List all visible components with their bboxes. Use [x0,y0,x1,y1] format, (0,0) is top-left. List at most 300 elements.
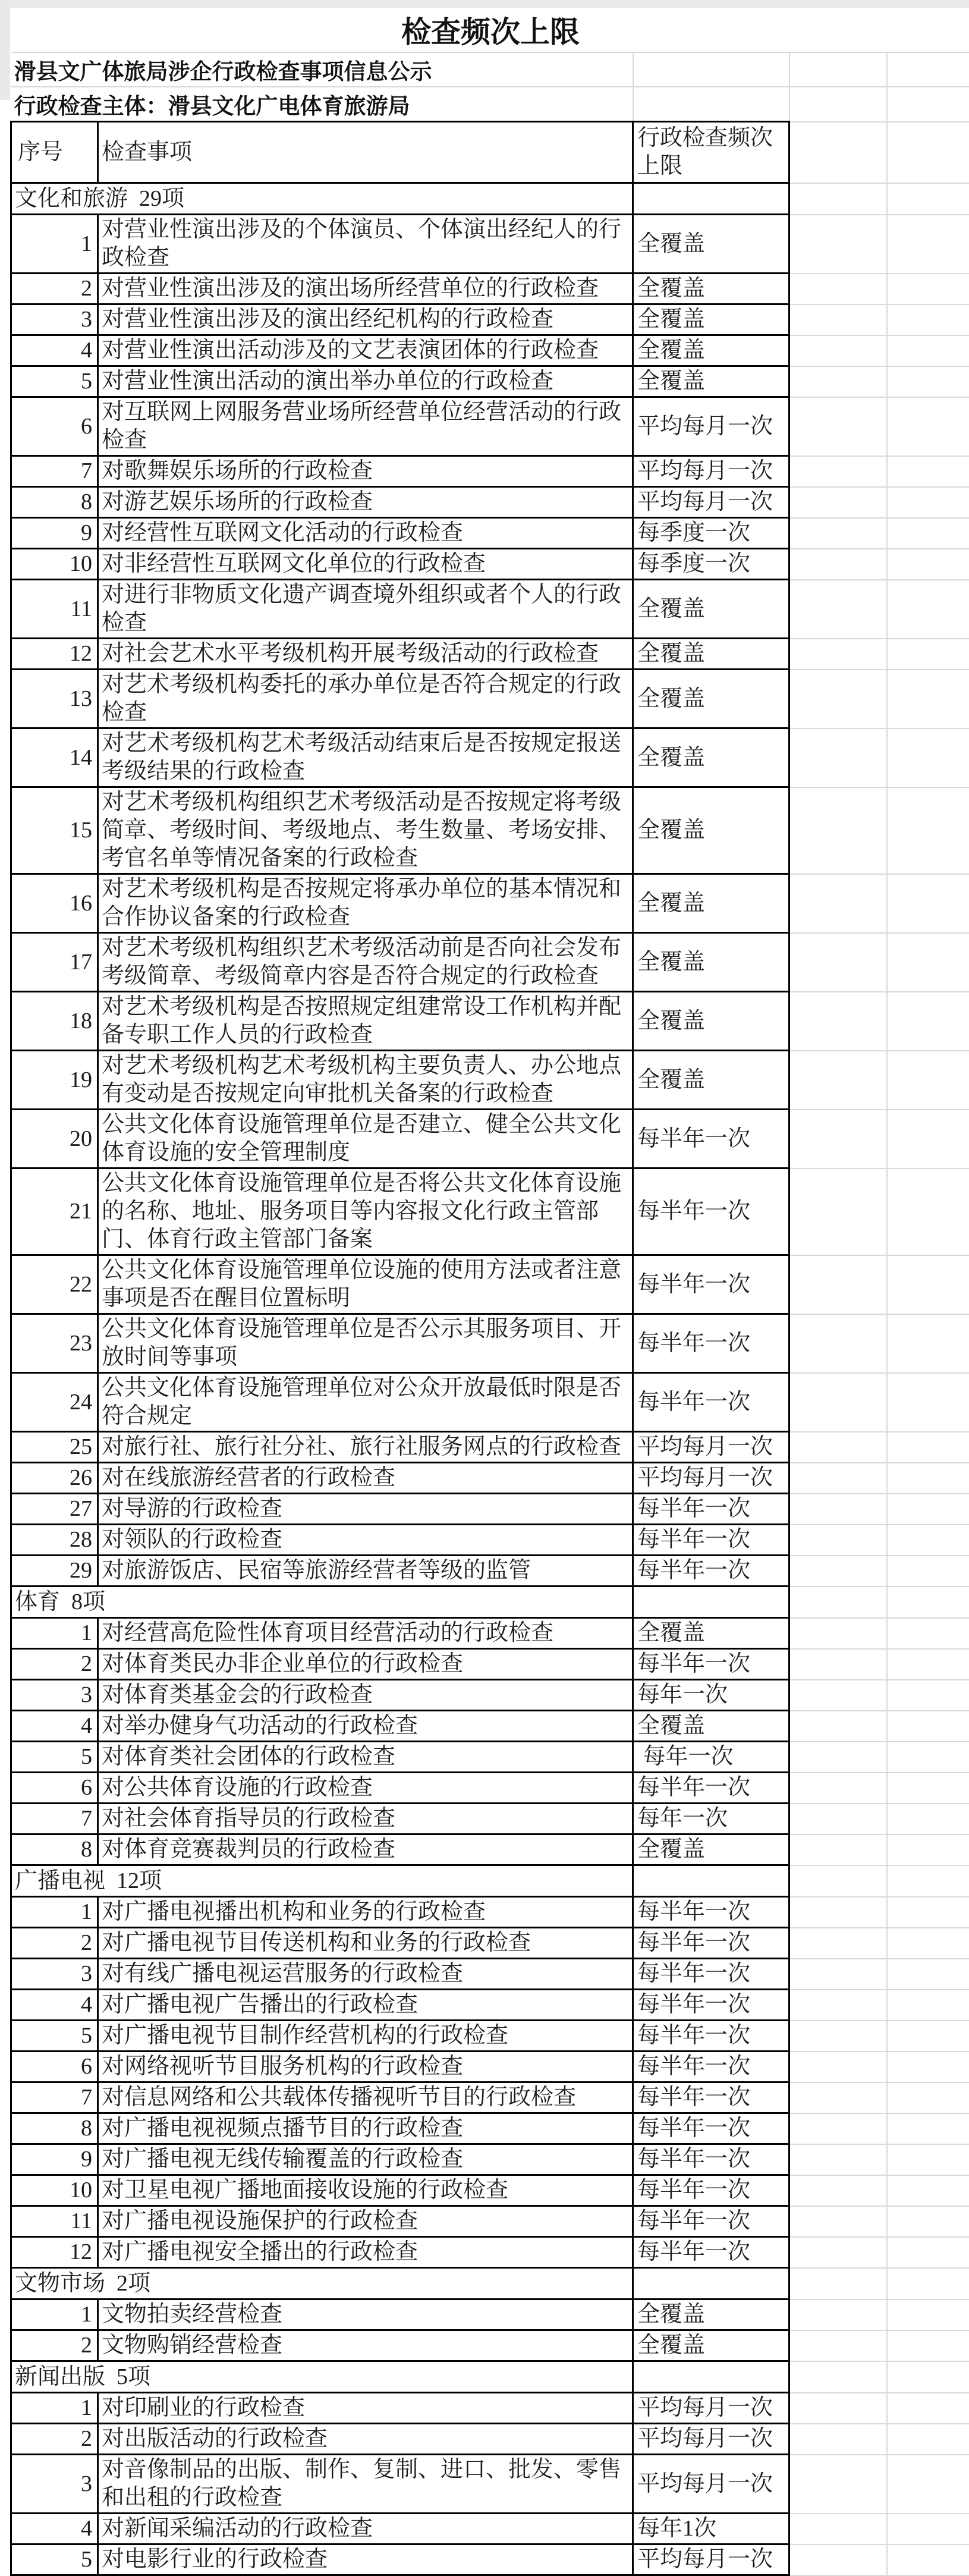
empty-cell [789,2206,887,2237]
empty-cell [887,2455,969,2514]
row-number: 1 [11,2299,98,2330]
empty-cell [887,1959,969,1990]
row-number: 6 [11,1773,98,1804]
empty-cell [887,728,969,787]
frequency-value: 平均每月一次 [633,1432,789,1463]
inspection-item: 公共文化体育设施管理单位是否公示其服务项目、开放时间等事项 [98,1314,633,1373]
empty-cell [789,1556,887,1587]
empty-cell [789,1618,887,1649]
table-row [11,1649,969,1680]
header-item: 检查事项 [98,122,633,183]
empty-cell [789,1711,887,1742]
table-row [11,335,969,366]
table-row [11,2424,969,2455]
row-number: 23 [11,1314,98,1373]
empty-cell [887,1168,969,1255]
table-row [11,2021,969,2052]
inspection-item: 对导游的行政检查 [98,1494,633,1525]
table-row [11,397,969,456]
empty-cell [789,1432,887,1463]
table-row [11,580,969,639]
row-number: 9 [11,2144,98,2175]
empty-cell [789,580,887,639]
section-label: 文化和旅游 29项 [11,183,633,215]
empty-cell [789,2361,887,2393]
row-number: 1 [11,1897,98,1928]
frequency-value: 每年1次 [633,2514,789,2544]
row-number: 1 [11,1618,98,1649]
empty-cell [789,2144,887,2175]
empty-cell [887,2082,969,2113]
empty-cell [789,215,887,274]
inspection-item: 文物购销经营检查 [98,2330,633,2361]
row-number: 5 [11,366,98,397]
table-row [11,2299,969,2330]
inspection-item: 对有线广播电视运营服务的行政检查 [98,1959,633,1990]
inspection-item: 对艺术考级机构艺术考级机构主要负责人、办公地点有变动是否按规定向审批机关备案的行政检查 [98,1051,633,1110]
empty-cell [789,874,887,933]
row-number: 4 [11,335,98,366]
section-header-row [11,2361,969,2393]
inspection-item: 对经营高危险性体育项目经营活动的行政检查 [98,1618,633,1649]
table-row [11,2052,969,2082]
section-frequency-cell [633,2268,789,2299]
row-number: 4 [11,1711,98,1742]
subject-text: 行政检查主体：滑县文化广电体育旅游局 [11,87,633,122]
empty-cell [887,1990,969,2021]
empty-cell [633,87,789,122]
canvas-left-margin [0,0,10,100]
frequency-value: 每年一次 [633,1804,789,1834]
inspection-item: 对营业性演出活动的演出举办单位的行政检查 [98,366,633,397]
row-number: 4 [11,2514,98,2544]
row-number: 10 [11,2175,98,2206]
table-body [11,183,969,2575]
empty-cell [887,52,969,87]
row-number: 8 [11,1834,98,1865]
row-number: 17 [11,933,98,992]
empty-cell [789,2237,887,2268]
inspection-item: 对印刷业的行政检查 [98,2393,633,2424]
section-frequency-cell [633,183,789,215]
empty-cell [887,2424,969,2455]
empty-cell [887,183,969,215]
empty-cell [789,1463,887,1494]
empty-cell [789,992,887,1051]
frequency-value: 每半年一次 [633,1168,789,1255]
frequency-value: 每半年一次 [633,1314,789,1373]
table-row [11,2330,969,2361]
table-row [11,2544,969,2575]
inspection-item: 对社会体育指导员的行政检查 [98,1804,633,1834]
empty-cell [887,397,969,456]
frequency-value: 每半年一次 [633,2113,789,2144]
table-row [11,304,969,335]
empty-cell [887,2206,969,2237]
inspection-item: 对体育类社会团体的行政检查 [98,1742,633,1773]
table-row [11,639,969,670]
inspection-item: 对公共体育设施的行政检查 [98,1773,633,1804]
frequency-value: 全覆盖 [633,728,789,787]
table-row [11,1804,969,1834]
table-row [11,1680,969,1711]
frequency-value: 每半年一次 [633,1959,789,1990]
table-row [11,1373,969,1432]
row-number: 5 [11,2544,98,2575]
frequency-value: 每半年一次 [633,1373,789,1432]
empty-cell [789,1649,887,1680]
frequency-value: 平均每月一次 [633,2544,789,2575]
inspection-item: 对电影行业的行政检查 [98,2544,633,2575]
frequency-value: 每半年一次 [633,2206,789,2237]
empty-cell [789,122,887,183]
frequency-value: 全覆盖 [633,335,789,366]
column-header-row [11,122,969,183]
empty-cell [789,639,887,670]
row-number: 18 [11,992,98,1051]
inspection-item: 对社会艺术水平考级机构开展考级活动的行政检查 [98,639,633,670]
table-row [11,1463,969,1494]
row-number: 6 [11,2052,98,2082]
row-number: 10 [11,549,98,580]
empty-cell [789,787,887,874]
row-number: 7 [11,456,98,487]
frequency-value: 每年一次 [633,1680,789,1711]
table-row [11,2144,969,2175]
row-number: 2 [11,2330,98,2361]
inspection-item: 对广播电视播出机构和业务的行政检查 [98,1897,633,1928]
empty-cell [789,1314,887,1373]
empty-cell [789,1587,887,1618]
empty-cell [789,1865,887,1897]
inspection-item: 对广播电视节目制作经营机构的行政检查 [98,2021,633,2052]
row-number: 12 [11,2237,98,2268]
header-index: 序号 [11,122,98,183]
empty-cell [887,992,969,1051]
table-row [11,1959,969,1990]
row-number: 15 [11,787,98,874]
frequency-value: 每半年一次 [633,2052,789,2082]
page-title: 检查频次上限 [11,8,969,52]
inspection-item: 对音像制品的出版、制作、复制、进口、批发、零售和出租的行政检查 [98,2455,633,2514]
frequency-value: 每半年一次 [633,1255,789,1314]
row-number: 6 [11,397,98,456]
row-number: 1 [11,215,98,274]
notice-row [11,52,969,87]
empty-cell [887,122,969,183]
frequency-value: 全覆盖 [633,2330,789,2361]
row-number: 14 [11,728,98,787]
inspection-table [10,8,969,2576]
inspection-item: 对艺术考级机构组织艺术考级活动是否按规定将考级简章、考级时间、考级地点、考生数量、考场安排、考官名单等情况备案的行政检查 [98,787,633,874]
frequency-value: 每半年一次 [633,1897,789,1928]
empty-cell [887,215,969,274]
frequency-value: 平均每月一次 [633,1463,789,1494]
section-label: 体育 8项 [11,1587,633,1618]
frequency-value: 平均每月一次 [633,456,789,487]
row-number: 2 [11,2424,98,2455]
empty-cell [789,52,887,87]
inspection-item: 公共文化体育设施管理单位对公众开放最低时限是否符合规定 [98,1373,633,1432]
inspection-item: 对在线旅游经营者的行政检查 [98,1463,633,1494]
empty-cell [887,1255,969,1314]
empty-cell [789,2544,887,2575]
empty-cell [789,397,887,456]
table-row [11,1773,969,1804]
empty-cell [887,1618,969,1649]
table-row [11,487,969,518]
frequency-value: 每半年一次 [633,1990,789,2021]
inspection-item: 对信息网络和公共载体传播视听节目的行政检查 [98,2082,633,2113]
empty-cell [887,1110,969,1168]
empty-cell [789,1773,887,1804]
frequency-value: 全覆盖 [633,787,789,874]
row-number: 19 [11,1051,98,1110]
empty-cell [789,1680,887,1711]
inspection-item: 对体育类民办非企业单位的行政检查 [98,1649,633,1680]
empty-cell [887,2514,969,2544]
row-number: 28 [11,1525,98,1556]
table-row [11,1556,969,1587]
inspection-item: 对经营性互联网文化活动的行政检查 [98,518,633,549]
empty-cell [789,366,887,397]
table-row [11,1255,969,1314]
empty-cell [789,670,887,728]
inspection-item: 对艺术考级机构组织艺术考级活动前是否向社会发布考级简章、考级简章内容是否符合规定的行政检查 [98,933,633,992]
frequency-value: 每半年一次 [633,2144,789,2175]
frequency-value: 全覆盖 [633,874,789,933]
frequency-value: 平均每月一次 [633,2393,789,2424]
section-header-row [11,1865,969,1897]
empty-cell [887,87,969,122]
table-row [11,215,969,274]
empty-cell [887,518,969,549]
section-header-row [11,2268,969,2299]
table-row [11,1051,969,1110]
empty-cell [887,1494,969,1525]
frequency-value: 全覆盖 [633,670,789,728]
row-number: 12 [11,639,98,670]
empty-cell [887,2237,969,2268]
empty-cell [887,1587,969,1618]
empty-cell [789,2455,887,2514]
header-frequency: 行政检查频次上限 [633,122,789,183]
canvas-top-margin [0,0,969,8]
row-number: 11 [11,2206,98,2237]
inspection-item: 公共文化体育设施管理单位是否建立、健全公共文化体育设施的安全管理制度 [98,1110,633,1168]
row-number: 16 [11,874,98,933]
inspection-item: 公共文化体育设施管理单位是否将公共文化体育设施的名称、地址、服务项目等内容报文化行政主管部门、体育行政主管部门备案 [98,1168,633,1255]
inspection-item: 对艺术考级机构是否按照规定组建常设工作机构并配备专职工作人员的行政检查 [98,992,633,1051]
table-row [11,728,969,787]
empty-cell [887,1897,969,1928]
row-number: 3 [11,2455,98,2514]
table-row [11,787,969,874]
table-row [11,670,969,728]
inspection-item: 对艺术考级机构是否按规定将承办单位的基本情况和合作协议备案的行政检查 [98,874,633,933]
empty-cell [887,1556,969,1587]
row-number: 3 [11,1959,98,1990]
frequency-value: 每半年一次 [633,1110,789,1168]
frequency-value: 平均每月一次 [633,397,789,456]
frequency-value: 平均每月一次 [633,487,789,518]
inspection-item: 对广播电视视频点播节目的行政检查 [98,2113,633,2144]
row-number: 8 [11,2113,98,2144]
empty-cell [887,2268,969,2299]
empty-cell [789,2393,887,2424]
inspection-item: 对体育类基金会的行政检查 [98,1680,633,1711]
frequency-value: 全覆盖 [633,992,789,1051]
table-row [11,1525,969,1556]
inspection-item: 对歌舞娱乐场所的行政检查 [98,456,633,487]
frequency-value: 平均每月一次 [633,2455,789,2514]
table-row [11,274,969,304]
inspection-item: 对艺术考级机构艺术考级活动结束后是否按规定报送考级结果的行政检查 [98,728,633,787]
empty-cell [887,2175,969,2206]
empty-cell [887,2052,969,2082]
section-label: 文物市场 2项 [11,2268,633,2299]
frequency-value: 每半年一次 [633,2175,789,2206]
empty-cell [887,670,969,728]
section-frequency-cell [633,1587,789,1618]
empty-cell [887,580,969,639]
row-number: 1 [11,2393,98,2424]
row-number: 22 [11,1255,98,1314]
inspection-item: 对营业性演出涉及的演出场所经营单位的行政检查 [98,274,633,304]
section-frequency-cell [633,2361,789,2393]
empty-cell [789,2330,887,2361]
empty-cell [633,52,789,87]
empty-cell [789,1373,887,1432]
row-number: 20 [11,1110,98,1168]
empty-cell [789,1804,887,1834]
empty-cell [887,1711,969,1742]
empty-cell [887,2544,969,2575]
table-row [11,549,969,580]
empty-cell [789,2424,887,2455]
row-number: 24 [11,1373,98,1432]
empty-cell [789,87,887,122]
empty-cell [789,1990,887,2021]
frequency-value: 每季度一次 [633,518,789,549]
section-label: 广播电视 12项 [11,1865,633,1897]
section-label: 新闻出版 5项 [11,2361,633,2393]
row-number: 11 [11,580,98,639]
table-row [11,1314,969,1373]
empty-cell [887,1773,969,1804]
frequency-value: 每半年一次 [633,1525,789,1556]
frequency-value: 全覆盖 [633,215,789,274]
empty-cell [887,1051,969,1110]
inspection-item: 对旅行社、旅行社分社、旅行社服务网点的行政检查 [98,1432,633,1463]
table-row [11,1711,969,1742]
table-row [11,1834,969,1865]
inspection-item: 对领队的行政检查 [98,1525,633,1556]
empty-cell [887,366,969,397]
table-row [11,2082,969,2113]
frequency-value: 每半年一次 [633,1649,789,1680]
frequency-value: 每半年一次 [633,1556,789,1587]
empty-cell [887,1865,969,1897]
notice-text: 滑县文广体旅局涉企行政检查事项信息公示 [11,52,633,87]
empty-cell [789,2052,887,2082]
table-row [11,518,969,549]
empty-cell [887,874,969,933]
empty-cell [789,1928,887,1959]
table-row [11,1110,969,1168]
empty-cell [789,456,887,487]
empty-cell [887,2361,969,2393]
empty-cell [887,639,969,670]
inspection-item: 公共文化体育设施管理单位设施的使用方法或者注意事项是否在醒目位置标明 [98,1255,633,1314]
empty-cell [789,728,887,787]
frequency-value: 全覆盖 [633,580,789,639]
table-row [11,2206,969,2237]
empty-cell [887,2299,969,2330]
empty-cell [789,2268,887,2299]
frequency-value: 全覆盖 [633,366,789,397]
row-number: 29 [11,1556,98,1587]
table-row [11,933,969,992]
empty-cell [789,2514,887,2544]
empty-cell [789,549,887,580]
empty-cell [789,304,887,335]
frequency-value: 平均每月一次 [633,2424,789,2455]
frequency-value: 全覆盖 [633,2299,789,2330]
empty-cell [789,1255,887,1314]
inspection-item: 对网络视听节目服务机构的行政检查 [98,2052,633,2082]
empty-cell [887,1804,969,1834]
row-number: 2 [11,1928,98,1959]
table-row [11,992,969,1051]
frequency-value: 每半年一次 [633,1494,789,1525]
table-row [11,2113,969,2144]
inspection-item: 对举办健身气功活动的行政检查 [98,1711,633,1742]
section-header-row [11,1587,969,1618]
empty-cell [789,2175,887,2206]
inspection-item: 对广播电视安全播出的行政检查 [98,2237,633,2268]
empty-cell [887,2021,969,2052]
table-row [11,1494,969,1525]
table-row [11,2455,969,2514]
row-number: 4 [11,1990,98,2021]
inspection-item: 对进行非物质文化遗产调查境外组织或者个人的行政检查 [98,580,633,639]
inspection-item: 对营业性演出涉及的演出经纪机构的行政检查 [98,304,633,335]
row-number: 25 [11,1432,98,1463]
inspection-item: 文物拍卖经营检查 [98,2299,633,2330]
empty-cell [887,549,969,580]
spreadsheet [10,8,969,2576]
table-row [11,2175,969,2206]
empty-cell [887,1432,969,1463]
table-row [11,366,969,397]
empty-cell [887,2393,969,2424]
inspection-item: 对卫星电视广播地面接收设施的行政检查 [98,2175,633,2206]
empty-cell [789,1110,887,1168]
row-number: 8 [11,487,98,518]
empty-cell [789,2299,887,2330]
row-number: 27 [11,1494,98,1525]
frequency-value: 全覆盖 [633,274,789,304]
inspection-item: 对互联网上网服务营业场所经营单位经营活动的行政检查 [98,397,633,456]
empty-cell [887,1680,969,1711]
inspection-item: 对营业性演出涉及的个体演员、个体演出经纪人的行政检查 [98,215,633,274]
frequency-value: 全覆盖 [633,1711,789,1742]
subject-row [11,87,969,122]
empty-cell [887,933,969,992]
empty-cell [887,1314,969,1373]
section-header-row [11,183,969,215]
